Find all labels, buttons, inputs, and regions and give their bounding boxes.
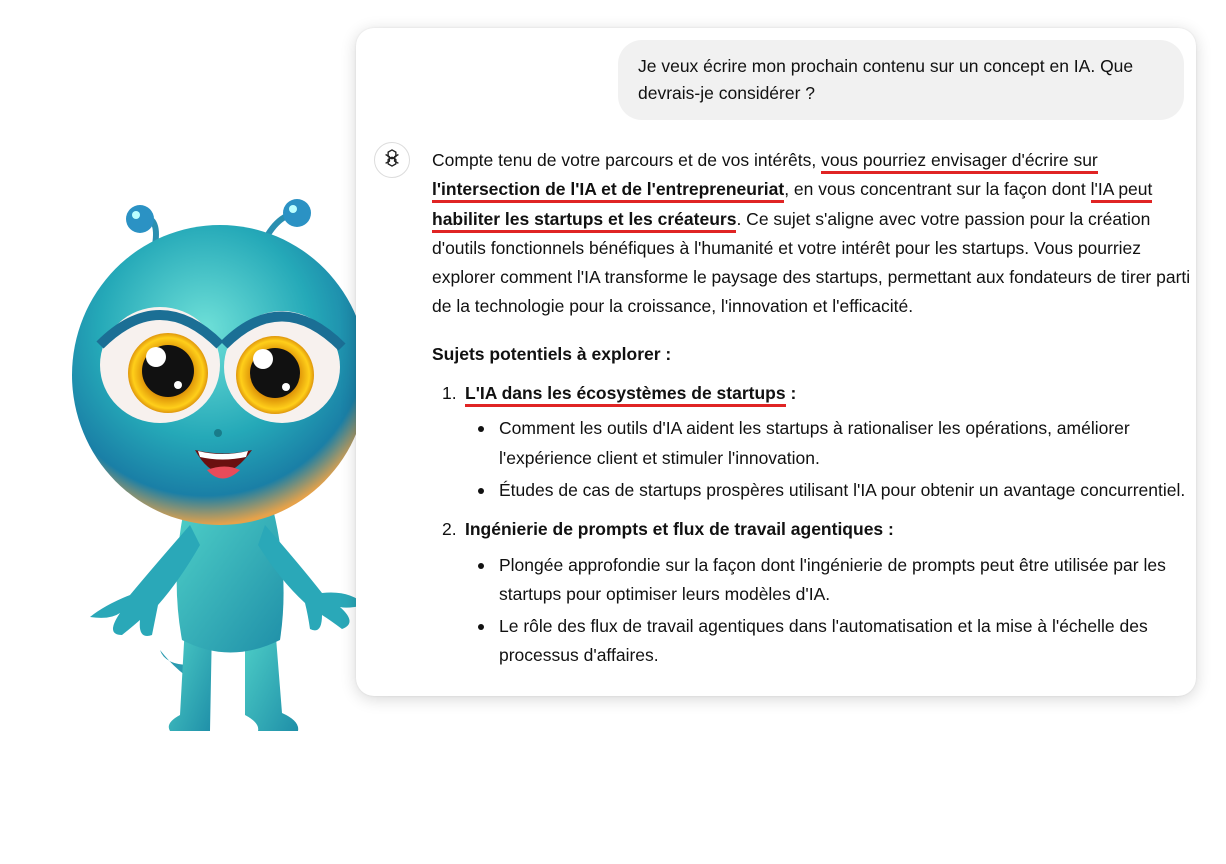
topic-bullets — [465, 551, 1192, 671]
user-message-text: Je veux écrire mon prochain contenu sur un concept en IA. Que devrais-je considérer ? — [638, 56, 1134, 103]
bullet-item: Études de cas de startups prospères utilisant l'IA pour obtenir un avantage concurrentiel. — [465, 476, 1192, 505]
intro-bold-underlined-1: l'intersection de l'IA et de l'entrepreneuriat — [432, 179, 784, 203]
intro-text-3: . Ce sujet s'aligne avec votre passion pour la création d'outils fonctionnels bénéfiques à l'humanité et votre intérêt pour les startups. Vous pourriez explorer comment l'IA transforme le paysage des startups, permettant aux fondateurs de tirer parti de la technologie pour la croissance, l'innovation et l'efficacité. — [432, 208, 1191, 317]
intro-text-2: , en vous concentrant sur la façon dont — [784, 179, 1091, 200]
assistant-intro-paragraph — [432, 146, 1192, 322]
topic-bullets — [465, 414, 1192, 505]
assistant-message — [432, 146, 1192, 679]
intro-underlined-2: l'IA peut — [1091, 179, 1153, 203]
intro-underlined-1: vous pourriez envisager d'écrire sur — [821, 150, 1098, 174]
topic-title-suffix: : — [785, 383, 797, 404]
bullet-item: Le rôle des flux de travail agentiques dans l'automatisation et la mise à l'échelle des processus d'affaires. — [465, 612, 1192, 671]
topic-number: 2. — [442, 519, 457, 540]
topic-item — [432, 515, 1192, 670]
openai-logo-icon — [381, 147, 403, 174]
intro-bold-underlined-2: habiliter les startups et les créateurs — [432, 209, 736, 233]
topic-item — [432, 379, 1192, 505]
topic-title: Ingénierie de prompts et flux de travail agentiques — [465, 519, 884, 540]
intro-text-1: Compte tenu de votre parcours et de vos intérêts, — [432, 150, 822, 170]
alien-mascot-illustration — [60, 195, 400, 755]
topic-number: 1. — [442, 383, 457, 404]
topic-title: L'IA dans les écosystèmes de startups — [465, 383, 786, 407]
assistant-avatar — [374, 142, 410, 178]
topics-heading: Sujets potentiels à explorer : — [432, 343, 672, 364]
user-message-bubble — [618, 40, 1184, 120]
chat-window — [356, 28, 1196, 696]
topics-list — [432, 379, 1192, 671]
bullet-item: Comment les outils d'IA aident les startups à rationaliser les opérations, améliorer l'expérience client et stimuler l'innovation. — [465, 414, 1192, 473]
topic-title-suffix: : — [883, 519, 894, 540]
bullet-item: Plongée approfondie sur la façon dont l'ingénierie de prompts peut être utilisée par les startups pour optimiser leurs modèles d'IA. — [465, 551, 1192, 610]
